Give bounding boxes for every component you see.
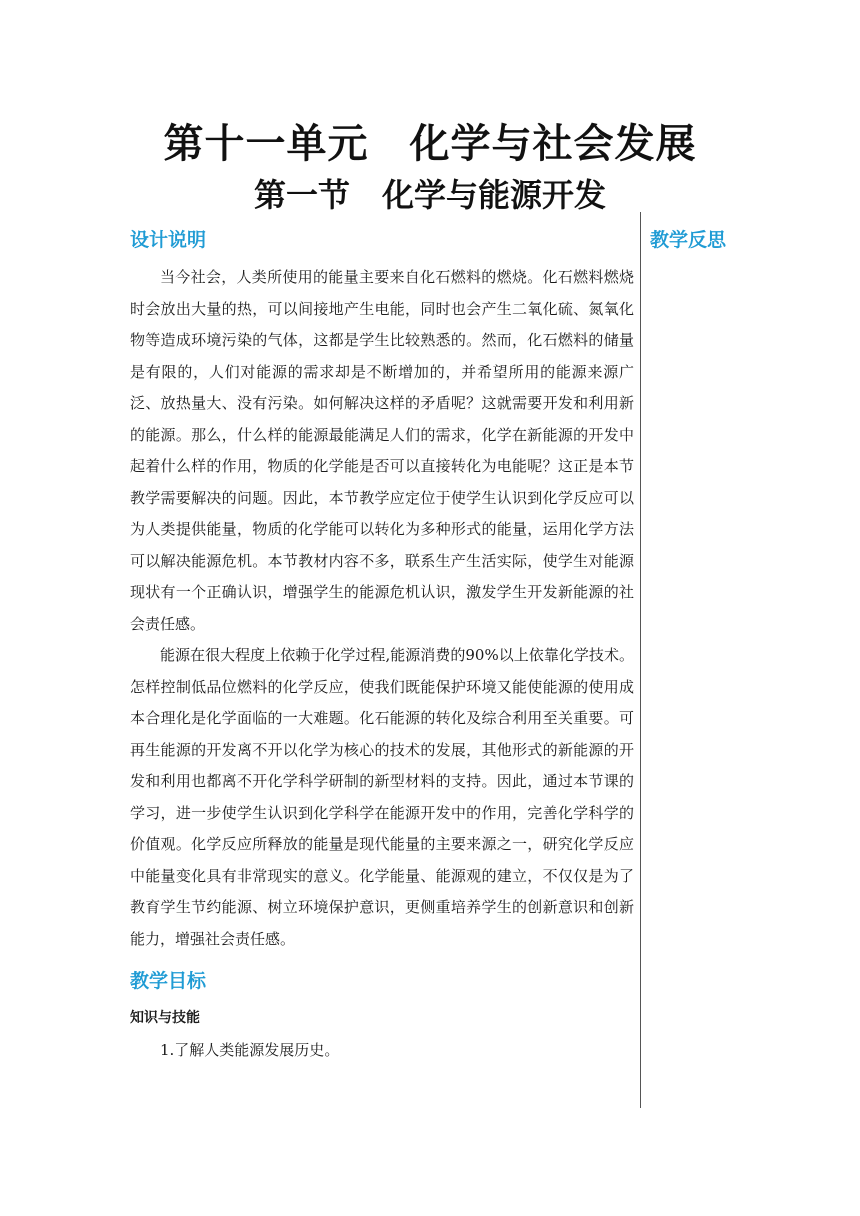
main-column [130,226,634,1065]
teaching-goals-heading: 教学目标 [130,970,207,992]
side-column [650,226,770,254]
knowledge-skills-heading: 知识与技能 [130,1010,200,1026]
section-title: 第一节 化学与能源开发 [253,176,606,214]
goal-item-1: 1.了解人类能源发展历史。 [160,1041,340,1059]
teaching-reflection-heading: 教学反思 [650,229,727,251]
design-notes-heading: 设计说明 [130,229,207,251]
column-divider [640,212,641,1108]
unit-title: 第十一单元 化学与社会发展 [163,121,697,167]
design-paragraph-2: 能源在很大程度上依赖于化学过程,能源消费的90%以上依靠化学技术。怎样控制低品位燃料的化学反应，使我们既能保护环境又能使能源的使用成本合理化是化学面临的一大难题。化石能源的转化及综合利用至关重要。可再生能源的开发离不开以化学为核心的技术的发展，其他形式的新能源的开发和利用也都离不开化学科学研制的新型材料的支持。因此，通过本节课的学习，进一步使学生认识到化学科学在能源开发中的作用，完善化学科学的价值观。化学反应所释放的能量是现代能量的主要来源之一，研究化学反应中能量变化具有非常现实的意义。化学能量、能源观的建立，不仅仅是为了教育学生节约能源、树立环境保护意识，更侧重培养学生的创新意识和创新能力，增强社会责任感。 [130,646,634,948]
design-paragraph-1: 当今社会，人类所使用的能量主要来自化石燃料的燃烧。化石燃料燃烧时会放出大量的热，可以间接地产生电能，同时也会产生二氧化硫、氮氧化物等造成环境污染的气体，这都是学生比较熟悉的。然而，化石燃料的储量是有限的，人们对能源的需求却是不断增加的，并希望所用的能源来源广泛、放热量大、没有污染。如何解决这样的矛盾呢？这就需要开发和利用新的能源。那么，什么样的能源最能满足人们的需求，化学在新能源的开发中起着什么样的作用，物质的化学能是否可以直接转化为电能呢？这正是本节教学需要解决的问题。因此，本节教学应定位于使学生认识到化学反应可以为人类提供能量，物质的化学能可以转化为多种形式的能量，运用化学方法可以解决能源危机。本节教材内容不多，联系生产生活实际，使学生对能源现状有一个正确认识，增强学生的能源危机认识，激发学生开发新能源的社会责任感。 [130,268,634,633]
